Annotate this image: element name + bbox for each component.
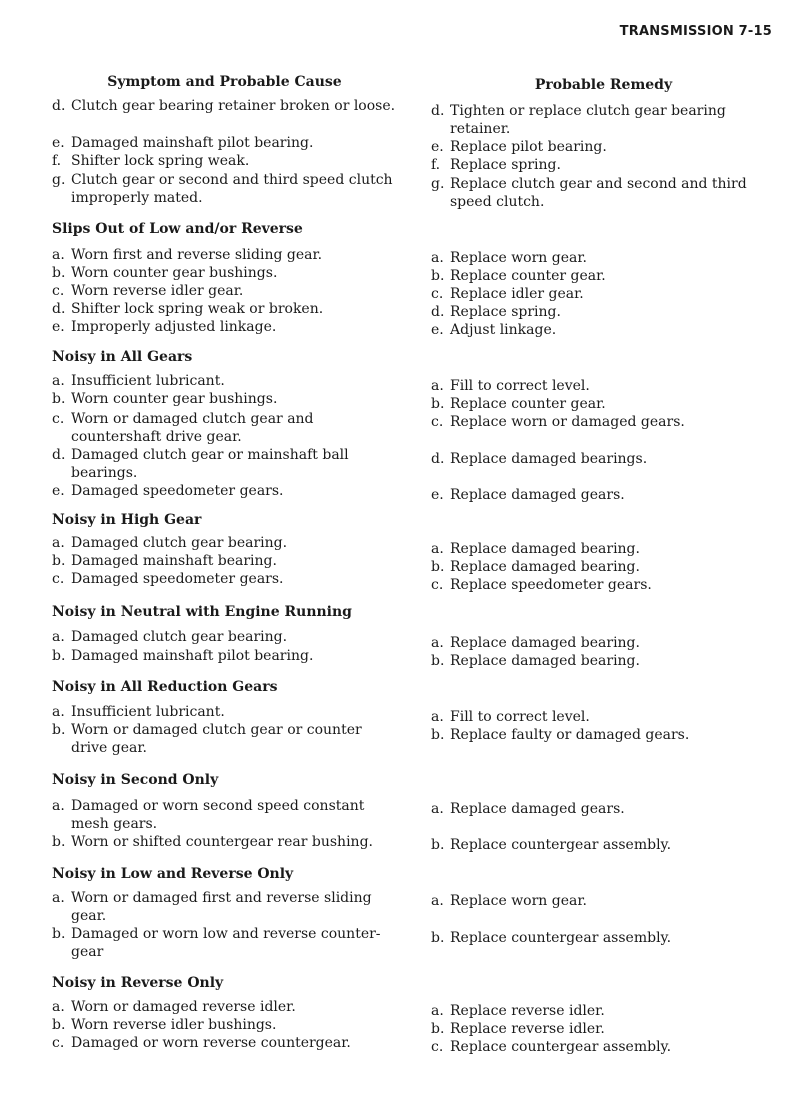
item-label: a. [52, 999, 65, 1015]
item-label: c. [52, 571, 65, 587]
item-text: Damaged mainshaft pilot bearing. [71, 135, 314, 151]
item-text: Damaged speedometer gears. [71, 571, 284, 587]
remedy-item [431, 1003, 761, 1021]
cause-item [52, 629, 397, 647]
item-label: b. [431, 727, 445, 743]
item-label: a. [52, 247, 65, 263]
remedy-item [431, 103, 761, 138]
item-label: e. [52, 483, 65, 499]
item-label: e. [431, 139, 444, 155]
item-label: d. [431, 103, 445, 119]
item-label: b. [52, 834, 66, 850]
item-text: Replace damaged bearings. [450, 451, 648, 467]
item-text: Worn or damaged clutch gear or counter drive gear. [71, 722, 362, 756]
item-label: a. [431, 709, 444, 725]
item-label: a. [52, 890, 65, 906]
item-label: b. [52, 391, 66, 407]
section-title: Slips Out of Low and/or Reverse [52, 221, 303, 237]
remedy-item [431, 250, 761, 268]
item-text: Replace reverse idler. [450, 1003, 605, 1019]
item-text: Tighten or replace clutch gear bearing retainer. [450, 103, 726, 137]
section-title: Noisy in Second Only [52, 772, 219, 788]
item-text: Replace countergear assembly. [450, 837, 672, 853]
section-title: Noisy in High Gear [52, 512, 202, 528]
item-text: Damaged clutch gear bearing. [71, 629, 288, 645]
item-label: a. [431, 378, 444, 394]
remedy-item [431, 378, 761, 396]
item-text: Replace worn gear. [450, 893, 587, 909]
item-text: Damaged or worn second speed constant mesh gears. [71, 798, 365, 832]
item-label: c. [52, 411, 65, 427]
cause-item [52, 265, 397, 283]
remedy-item [431, 837, 761, 855]
cause-item [52, 247, 397, 265]
item-label: e. [52, 135, 65, 151]
item-label: c. [431, 577, 444, 593]
item-label: d. [52, 98, 66, 114]
remedy-item [431, 893, 761, 911]
item-label: e. [431, 322, 444, 338]
item-label: b. [431, 396, 445, 412]
item-label: c. [431, 414, 444, 430]
item-label: d. [52, 301, 66, 317]
cause-item [52, 391, 397, 409]
item-text: Shifter lock spring weak. [71, 153, 250, 169]
item-label: a. [431, 250, 444, 266]
remedy-item [431, 1021, 761, 1039]
item-label: e. [431, 487, 444, 503]
item-label: b. [52, 722, 66, 738]
item-text: Improperly adjusted linkage. [71, 319, 277, 335]
item-text: Replace clutch gear and second and third speed clutch. [450, 176, 747, 210]
cause-item [52, 283, 397, 301]
item-label: c. [431, 286, 444, 302]
cause-item [52, 172, 397, 207]
item-text: Replace damaged bearing. [450, 653, 640, 669]
item-label: a. [52, 704, 65, 720]
remedy-item [431, 653, 761, 671]
item-text: Replace speedometer gears. [450, 577, 652, 593]
item-label: b. [52, 1017, 66, 1033]
item-label: a. [431, 635, 444, 651]
item-text: Replace worn gear. [450, 250, 587, 266]
remedy-item [431, 268, 761, 286]
item-label: g. [431, 176, 445, 192]
cause-item [52, 926, 397, 961]
item-label: a. [52, 373, 65, 389]
item-label: b. [52, 265, 66, 281]
remedy-item [431, 577, 761, 595]
item-text: Damaged or worn reverse countergear. [71, 1035, 351, 1051]
cause-item [52, 722, 397, 757]
remedy-item [431, 286, 761, 304]
item-label: a. [431, 1003, 444, 1019]
item-label: b. [431, 930, 445, 946]
item-text: Replace idler gear. [450, 286, 584, 302]
item-text: Fill to correct level. [450, 709, 590, 725]
item-text: Replace damaged gears. [450, 487, 625, 503]
item-text: Replace counter gear. [450, 396, 606, 412]
item-text: Damaged clutch gear or mainshaft ball bearings. [71, 447, 349, 481]
item-text: Replace damaged gears. [450, 801, 625, 817]
item-text: Replace spring. [450, 157, 561, 173]
item-text: Replace faulty or damaged gears. [450, 727, 690, 743]
column-heading-remedy: Probable Remedy [534, 77, 673, 93]
section-title: Noisy in All Gears [52, 349, 193, 365]
remedy-item [431, 396, 761, 414]
item-label: d. [431, 451, 445, 467]
item-label: a. [52, 535, 65, 551]
item-text: Worn or damaged clutch gear and countershaft drive gear. [71, 411, 314, 445]
remedy-item [431, 157, 761, 175]
item-text: Worn reverse idler bushings. [71, 1017, 277, 1033]
cause-item [52, 483, 397, 501]
cause-item [52, 447, 397, 482]
item-text: Damaged or worn low and reverse counter-gear [71, 926, 381, 960]
column-heading-symptom: Symptom and Probable Cause [107, 74, 342, 90]
item-text: Replace pilot bearing. [450, 139, 607, 155]
item-label: b. [431, 653, 445, 669]
cause-item [52, 571, 397, 589]
item-text: Damaged speedometer gears. [71, 483, 284, 499]
item-label: a. [52, 629, 65, 645]
item-text: Clutch gear or second and third speed clutch improperly mated. [71, 172, 393, 206]
item-label: a. [431, 801, 444, 817]
item-text: Adjust linkage. [450, 322, 557, 338]
item-text: Damaged clutch gear bearing. [71, 535, 288, 551]
item-label: c. [431, 1039, 444, 1055]
page-header: TRANSMISSION 7-15 [619, 24, 772, 39]
section-title: Noisy in Reverse Only [52, 975, 224, 991]
section-title: Noisy in All Reduction Gears [52, 679, 278, 695]
cause-item [52, 411, 397, 446]
item-label: c. [52, 1035, 65, 1051]
remedy-item [431, 709, 761, 727]
remedy-item [431, 139, 761, 157]
cause-item [52, 1035, 397, 1053]
cause-item [52, 535, 397, 553]
item-label: b. [52, 926, 66, 942]
cause-item [52, 890, 397, 925]
cause-item [52, 301, 397, 319]
section-title: Noisy in Neutral with Engine Running [52, 604, 352, 620]
remedy-item [431, 559, 761, 577]
item-label: g. [52, 172, 66, 188]
item-label: b. [431, 837, 445, 853]
remedy-item [431, 635, 761, 653]
remedy-item [431, 1039, 761, 1057]
cause-item [52, 834, 397, 852]
item-label: b. [431, 559, 445, 575]
cause-item [52, 798, 397, 833]
item-label: b. [52, 648, 66, 664]
item-text: Worn or damaged first and reverse sliding gear. [71, 890, 372, 924]
remedy-item [431, 930, 761, 948]
item-text: Worn counter gear bushings. [71, 391, 278, 407]
item-label: a. [52, 798, 65, 814]
item-text: Replace damaged bearing. [450, 635, 640, 651]
item-text: Worn first and reverse sliding gear. [71, 247, 323, 263]
item-text: Replace countergear assembly. [450, 930, 672, 946]
remedy-item [431, 801, 761, 819]
item-label: f. [52, 153, 62, 169]
item-text: Worn counter gear bushings. [71, 265, 278, 281]
remedy-item [431, 304, 761, 322]
remedy-item [431, 176, 761, 211]
item-label: d. [52, 447, 66, 463]
cause-item [52, 648, 397, 666]
cause-item [52, 373, 397, 391]
remedy-item [431, 451, 761, 469]
item-text: Insufficient lubricant. [71, 373, 225, 389]
item-text: Replace spring. [450, 304, 561, 320]
item-text: Replace damaged bearing. [450, 559, 640, 575]
section-title: Noisy in Low and Reverse Only [52, 866, 294, 882]
cause-item [52, 319, 397, 337]
item-text: Damaged mainshaft bearing. [71, 553, 277, 569]
cause-item [52, 553, 397, 571]
cause-item [52, 153, 397, 171]
remedy-item [431, 487, 761, 505]
item-label: e. [52, 319, 65, 335]
cause-item [52, 135, 397, 153]
item-text: Worn or shifted countergear rear bushing. [71, 834, 373, 850]
remedy-item [431, 322, 761, 340]
item-label: c. [52, 283, 65, 299]
item-text: Replace counter gear. [450, 268, 606, 284]
item-text: Damaged mainshaft pilot bearing. [71, 648, 314, 664]
remedy-item [431, 727, 761, 745]
cause-item [52, 98, 397, 116]
item-text: Worn reverse idler gear. [71, 283, 244, 299]
item-text: Shifter lock spring weak or broken. [71, 301, 324, 317]
item-text: Insufficient lubricant. [71, 704, 225, 720]
remedy-item [431, 414, 761, 432]
item-label: b. [52, 553, 66, 569]
item-label: b. [431, 268, 445, 284]
item-label: d. [431, 304, 445, 320]
item-text: Fill to correct level. [450, 378, 590, 394]
item-label: a. [431, 893, 444, 909]
cause-item [52, 999, 397, 1017]
item-text: Replace reverse idler. [450, 1021, 605, 1037]
cause-item [52, 704, 397, 722]
item-text: Worn or damaged reverse idler. [71, 999, 296, 1015]
item-label: a. [431, 541, 444, 557]
item-label: b. [431, 1021, 445, 1037]
remedy-item [431, 541, 761, 559]
item-text: Replace countergear assembly. [450, 1039, 672, 1055]
item-text: Replace worn or damaged gears. [450, 414, 685, 430]
item-label: f. [431, 157, 441, 173]
item-text: Replace damaged bearing. [450, 541, 640, 557]
item-text: Clutch gear bearing retainer broken or loose. [71, 98, 396, 114]
cause-item [52, 1017, 397, 1035]
